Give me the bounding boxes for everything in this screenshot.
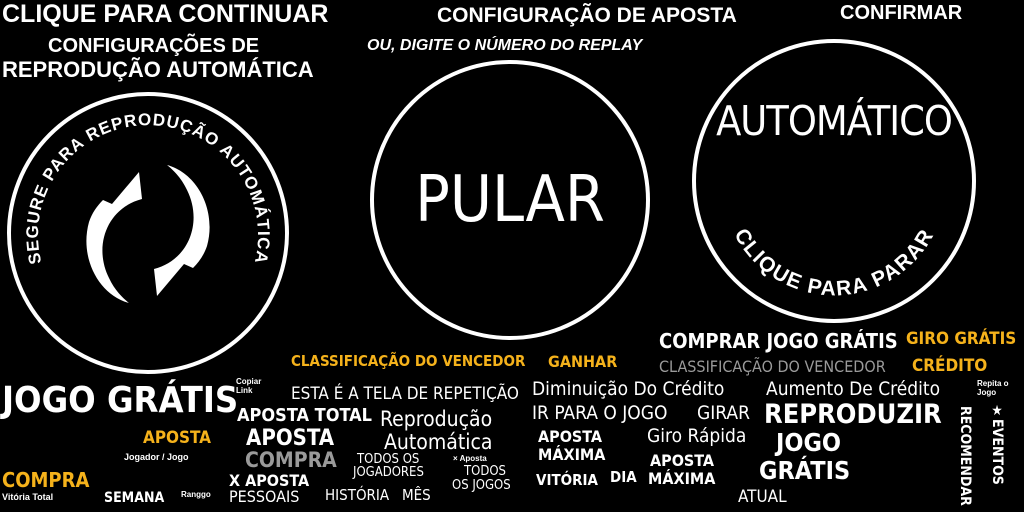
autoplay-settings-line2: REPRODUÇÃO AUTOMÁTICA [2,57,314,82]
free-spin-label: GIRO GRÁTIS [906,329,1017,349]
events-label[interactable]: ★EVENTOS [989,403,1005,485]
buy-gray-label: COMPRA [245,448,337,472]
all-players-line2: JOGADORES [353,465,424,480]
total-bet-label: APOSTA TOTAL [237,405,372,426]
victory-label: VITÓRIA [536,471,598,489]
max-bet2-line1: APOSTA [650,451,715,470]
replay-number-hint: OU, DIGITE O NÚMERO DO REPLAY [367,37,643,54]
bet-config-label[interactable]: CONFIGURAÇÃO DE APOSTA [437,4,737,27]
all-games-line1: TODOS [464,464,506,479]
credit-decrease-label: Diminuição Do Crédito [532,378,725,400]
current-label: ATUAL [738,487,787,507]
x-bet-label: X APOSTA [229,471,310,490]
bet-small-label: × Aposta [453,454,487,463]
credit-label: CRÉDITO [912,356,988,376]
replay-screen-label: ESTA É A TELA DE REPETIÇÃO [291,384,519,404]
hold-autoplay-label: SEGURE PARA REPRODUÇÃO AUTOMÁTICA [22,110,274,267]
autoplay-label-line2: Automática [384,430,493,454]
winner-ranking-label: CLASSIFICAÇÃO DO VENCEDOR [291,352,526,370]
max-bet-line1: APOSTA [538,427,603,446]
auto-stop-button[interactable] [692,39,976,323]
credit-increase-label: Aumento De Crédito [766,378,941,400]
personal-label: PESSOAIS [229,487,300,506]
quick-spin-label[interactable]: Giro Rápida [647,425,747,447]
ranking-label: Ranggo [181,490,211,499]
all-games-line2: OS JOGOS [452,478,511,493]
copy-link-button[interactable]: Copiar Link [236,377,262,395]
play-button[interactable]: REPRODUZIR [764,399,942,430]
click-to-stop-label: CLIQUE PARA PARAR [729,224,939,301]
recommend-label[interactable]: RECOMENDAR [957,406,973,506]
skip-button[interactable] [370,60,650,340]
all-players-line1: TODOS OS [357,452,420,467]
day-label: DIA [610,468,637,486]
auto-title: AUTOMÁTICO [716,97,952,145]
player-game-label: Jogador / Jogo [124,452,189,462]
free-game-line2: GRÁTIS [759,456,851,485]
week-label: SEMANA [104,490,165,506]
free-game-label: JOGO GRÁTIS [2,380,239,421]
winner-ranking-gray-label: CLASSIFICAÇÃO DO VENCEDOR [659,357,886,376]
max-bet2-line2: MÁXIMA [648,469,716,488]
total-wins-label: Vitória Total [2,492,54,502]
bet-large-label: APOSTA [246,426,335,451]
hold-autoplay-button[interactable] [7,92,289,374]
free-game-line1: JOGO [776,428,842,457]
click-to-continue-label[interactable]: CLIQUE PARA CONTINUAR [2,0,329,28]
win-label: GANHAR [548,352,618,371]
repeat-game-button[interactable]: Repita o Jogo [977,379,1009,397]
month-label: MÊS [402,486,431,504]
autoplay-label-line1: Reprodução [380,407,493,431]
spin-button[interactable]: GIRAR [697,402,750,424]
bet-yellow-label: APOSTA [143,428,212,448]
buy-free-game-label[interactable]: COMPRAR JOGO GRÁTIS [659,329,898,353]
refresh-icon [86,165,209,303]
history-label: HISTÓRIA [325,486,390,504]
go-to-game-button[interactable]: IR PARA O JOGO [532,402,668,424]
autoplay-settings-line1: CONFIGURAÇÕES DE [48,35,260,57]
buy-yellow-label: COMPRA [2,468,90,492]
max-bet-line2: MÁXIMA [538,445,606,464]
confirm-button[interactable]: CONFIRMAR [840,2,963,24]
skip-label: PULAR [415,163,605,237]
